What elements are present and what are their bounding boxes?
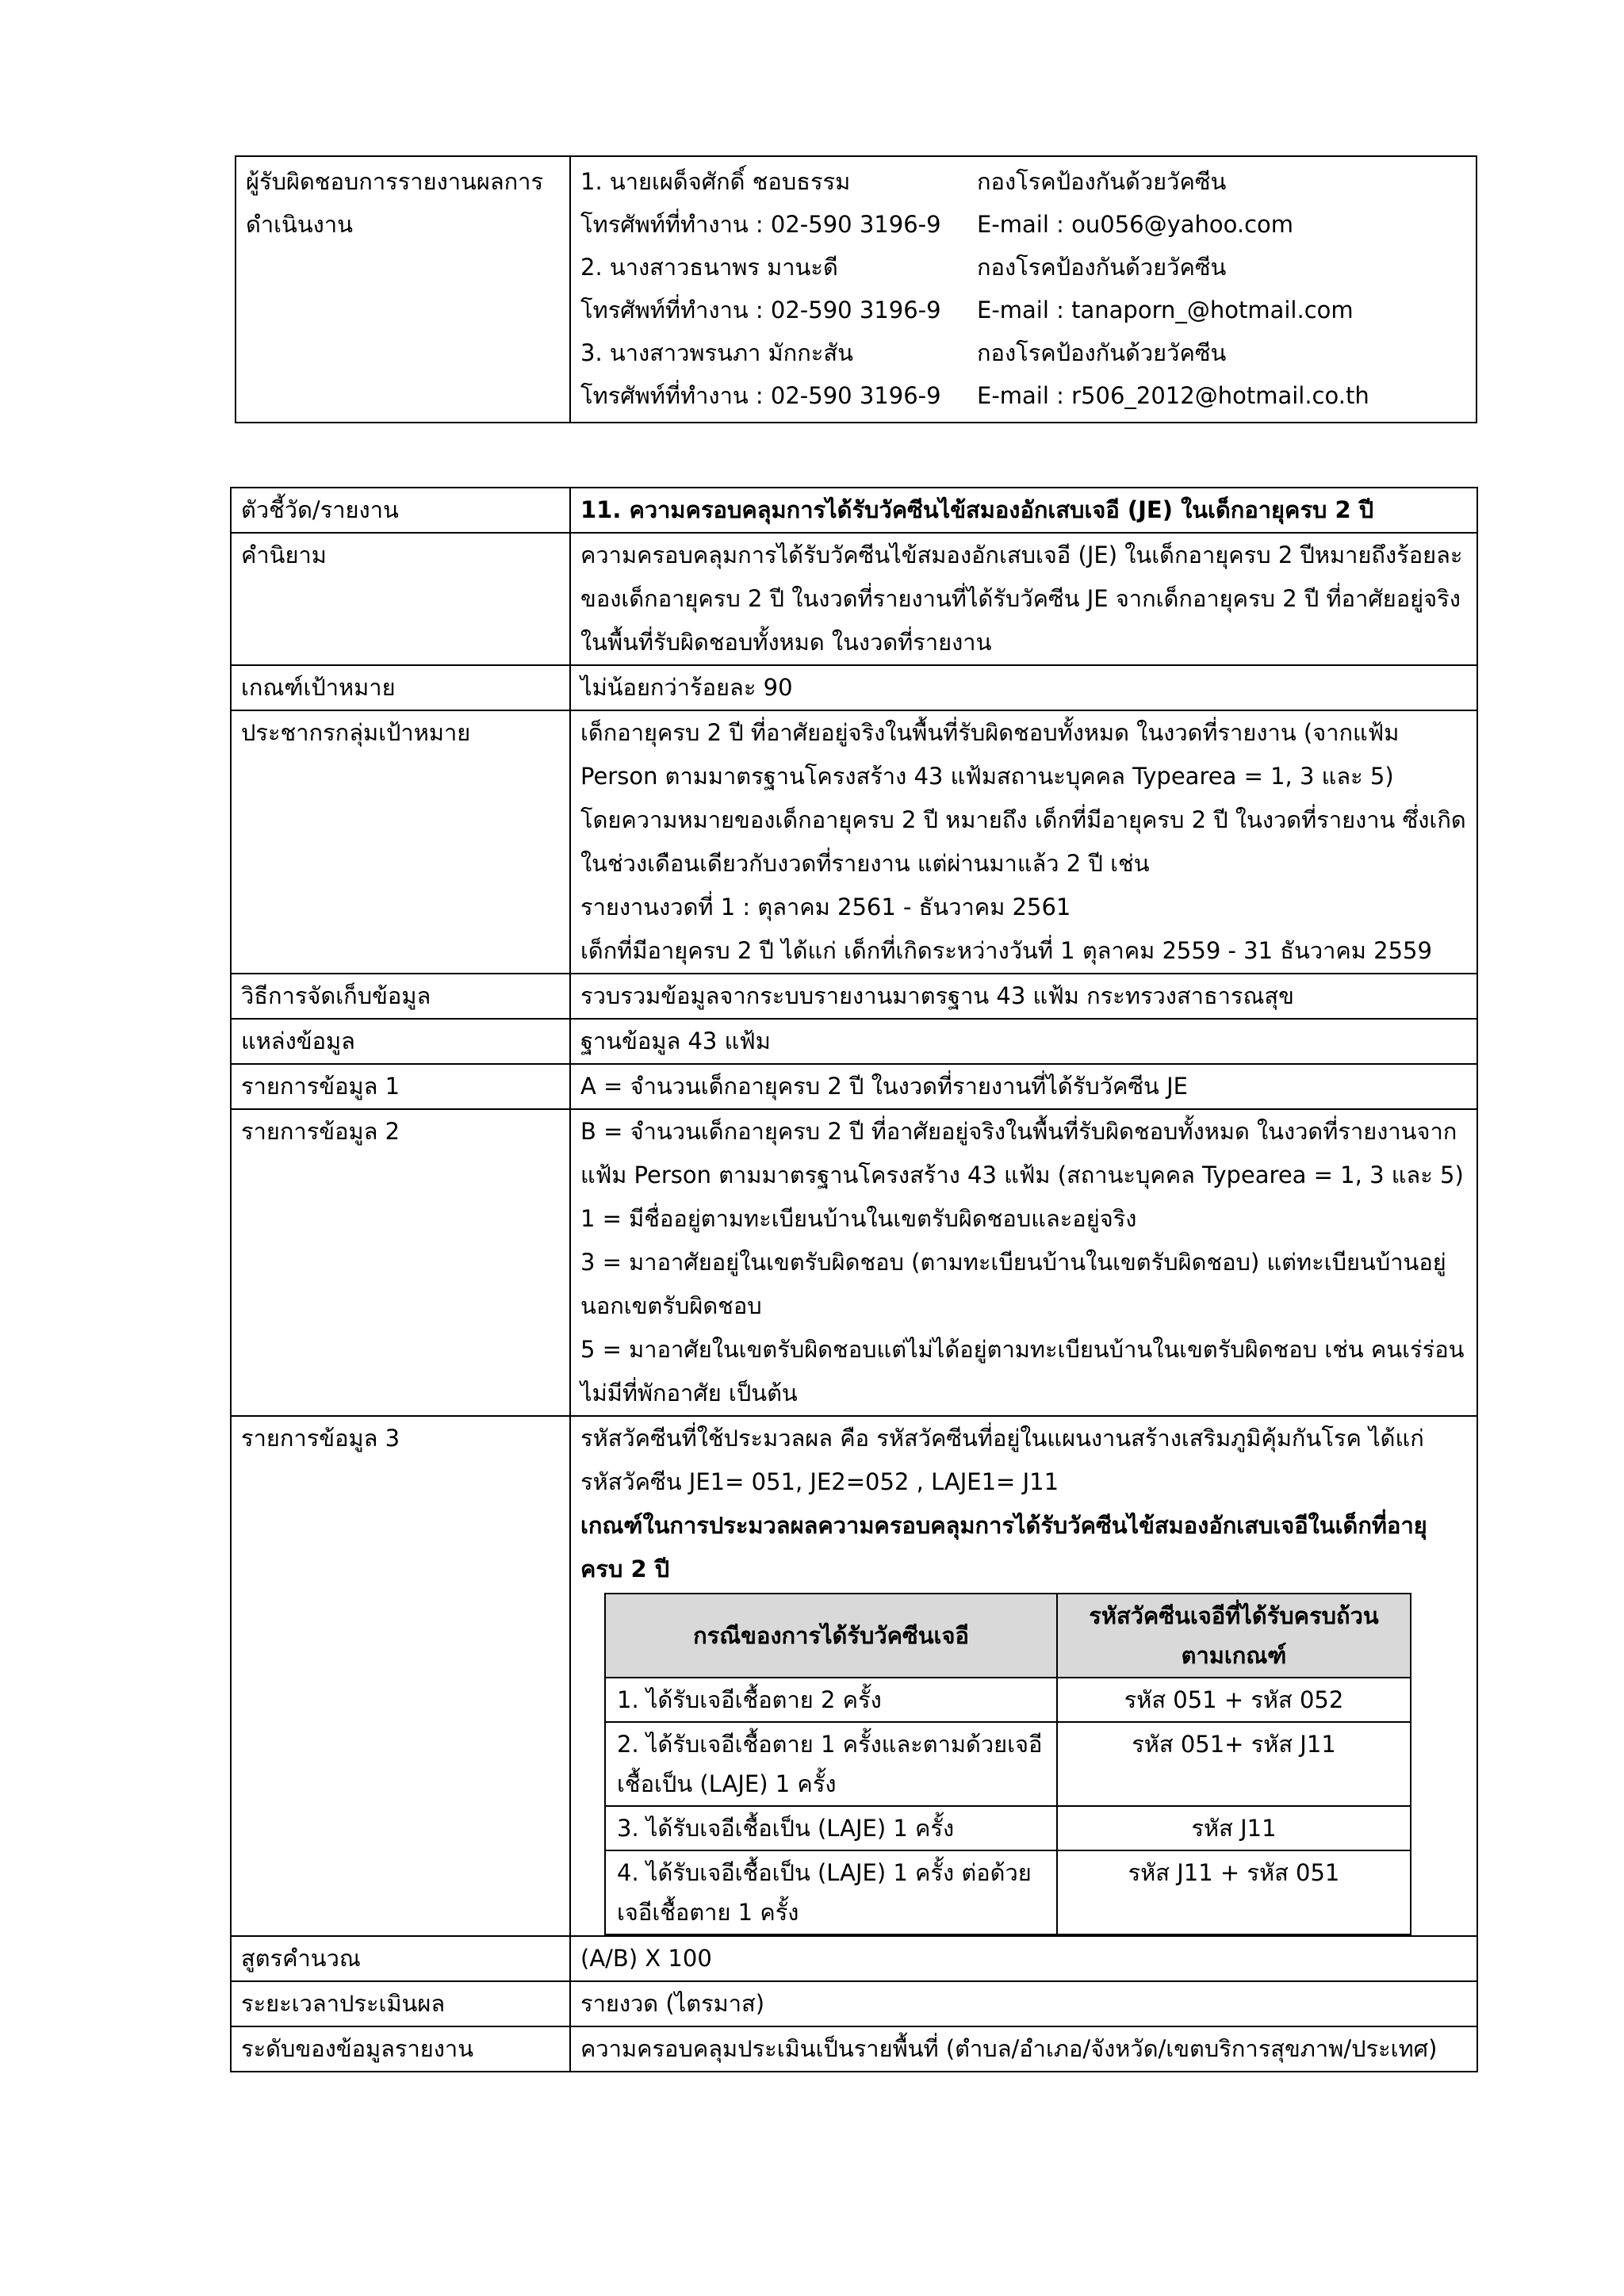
- period-value: รายงวด (ไตรมาส): [570, 1981, 1477, 2026]
- indicator-label: ตัวชี้วัด/รายงาน: [231, 488, 570, 533]
- contact-phone-1: โทรศัพท์ที่ทำงาน : 02-590 3196-9: [580, 211, 941, 238]
- definition-value: ความครอบคลุมการได้รับวัคซีนไข้สมองอักเสบเจอี (JE) ในเด็กอายุครบ 2 ปีหมายถึงร้อยละของเด็กอายุครบ 2 ปี ในงวดที่รายงานที่ได้รับวัคซีน JE จากเด็กอายุครบ 2 ปี ที่อาศัยอยู่จริงในพื้นที่รับผิดชอบทั้งหมด ในงวดที่รายงาน: [570, 533, 1477, 665]
- criteria-code: รหัส J11 + รหัส 051: [1057, 1850, 1411, 1934]
- population-row: [231, 710, 1477, 974]
- population-paragraph: เด็กที่มีอายุครบ 2 ปี ได้แก่ เด็กที่เกิดระหว่างวันที่ 1 ตุลาคม 2559 - 31 ธันวาคม 2559: [580, 937, 1432, 964]
- criteria-row: [605, 1722, 1411, 1806]
- population-value: [570, 710, 1477, 974]
- criteria-header-row: [605, 1594, 1411, 1678]
- criteria-row: [605, 1678, 1411, 1722]
- contact-line: [580, 289, 1466, 331]
- indicator-table: [230, 487, 1478, 2072]
- item2-label: รายการข้อมูล 2: [231, 1109, 570, 1416]
- period-label: ระยะเวลาประเมินผล: [231, 1981, 570, 2026]
- formula-row: [231, 1936, 1477, 1981]
- item3-value: [570, 1416, 1477, 1936]
- indicator-row: [231, 488, 1477, 533]
- target-label: เกณฑ์เป้าหมาย: [231, 665, 570, 710]
- item2-paragraph: 1 = มีชื่ออยู่ตามทะเบียนบ้านในเขตรับผิดชอบและอยู่จริง: [580, 1205, 1137, 1232]
- contact-email-3: E-mail : r506_2012@hotmail.co.th: [977, 382, 1369, 409]
- collection-label: วิธีการจัดเก็บข้อมูล: [231, 974, 570, 1019]
- contact-line: [580, 374, 1466, 417]
- item2-paragraph: 3 = มาอาศัยอยู่ในเขตรับผิดชอบ (ตามทะเบียนบ้านในเขตรับผิดชอบ) แต่ทะเบียนบ้านอยู่นอกเขตรับผิดชอบ: [580, 1249, 1446, 1319]
- item1-label: รายการข้อมูล 1: [231, 1064, 570, 1109]
- item3-intro: รหัสวัคซีนที่ใช้ประมวลผล คือ รหัสวัคซีนที่อยู่ในแผนงานสร้างเสริมภูมิคุ้มกันโรค ได้แก่ รหัสวัคซีน JE1= 051, JE2=052 , LAJE1= J11: [580, 1425, 1424, 1495]
- source-value: ฐานข้อมูล 43 แฟ้ม: [570, 1019, 1477, 1064]
- item2-row: [231, 1109, 1477, 1416]
- collection-row: [231, 974, 1477, 1019]
- criteria-case: 1. ได้รับเจอีเชื้อตาย 2 ครั้ง: [605, 1678, 1057, 1722]
- source-row: [231, 1019, 1477, 1064]
- contact-line: [580, 246, 1466, 289]
- contact-phone-3: โทรศัพท์ที่ทำงาน : 02-590 3196-9: [580, 382, 941, 409]
- level-value: ความครอบคลุมประเมินเป็นรายพื้นที่ (ตำบล/อำเภอ/จังหวัด/เขตบริการสุขภาพ/ประเทศ): [570, 2026, 1477, 2072]
- target-row: [231, 665, 1477, 710]
- contact-org-3: กองโรคป้องกันด้วยวัคซีน: [977, 339, 1227, 366]
- item2-paragraph: 5 = มาอาศัยในเขตรับผิดชอบแต่ไม่ได้อยู่ตามทะเบียนบ้านในเขตรับผิดชอบ เช่น คนเร่ร่อน ไม่มีที่พักอาศัย เป็นต้น: [580, 1336, 1465, 1406]
- contact-name-3: 3. นางสาวพรนภา มักกะสัน: [580, 339, 853, 366]
- criteria-code: รหัส J11: [1057, 1806, 1411, 1850]
- item3-row: [231, 1416, 1477, 1936]
- population-paragraph: เด็กอายุครบ 2 ปี ที่อาศัยอยู่จริงในพื้นที่รับผิดชอบทั้งหมด ในงวดที่รายงาน (จากแฟ้ม Person ตามมาตรฐานโครงสร้าง 43 แฟ้มสถานะบุคคล Typearea = 1, 3 และ 5): [580, 719, 1400, 790]
- criteria-header-code: รหัสวัคซีนเจอีที่ได้รับครบถ้วนตามเกณฑ์: [1057, 1594, 1411, 1678]
- formula-value: (A/B) X 100: [570, 1936, 1477, 1981]
- definition-row: [231, 533, 1477, 665]
- contact-name-1: 1. นายเผด็จศักดิ์ ชอบธรรม: [580, 168, 851, 195]
- level-label: ระดับของข้อมูลรายงาน: [231, 2026, 570, 2072]
- contact-email-2: E-mail : tanaporn_@hotmail.com: [977, 297, 1354, 323]
- criteria-case: 2. ได้รับเจอีเชื้อตาย 1 ครั้งและตามด้วยเจอีเชื้อเป็น (LAJE) 1 ครั้ง: [605, 1722, 1057, 1806]
- criteria-table: [604, 1593, 1411, 1935]
- item3-label: รายการข้อมูล 3: [231, 1416, 570, 1936]
- contact-phone-2: โทรศัพท์ที่ทำงาน : 02-590 3196-9: [580, 297, 941, 323]
- contact-name-2: 2. นางสาวธนาพร มานะดี: [580, 254, 838, 281]
- criteria-header-case: กรณีของการได้รับวัคซีนเจอี: [605, 1594, 1057, 1678]
- item1-row: [231, 1064, 1477, 1109]
- contact-email-1: E-mail : ou056@yahoo.com: [977, 211, 1294, 238]
- target-value: ไม่น้อยกว่าร้อยละ 90: [570, 665, 1477, 710]
- population-label: ประชากรกลุ่มเป้าหมาย: [231, 710, 570, 974]
- contact-org-2: กองโรคป้องกันด้วยวัคซีน: [977, 254, 1227, 281]
- definition-label: คำนิยาม: [231, 533, 570, 665]
- criteria-row: [605, 1806, 1411, 1850]
- criteria-code: รหัส 051 + รหัส 052: [1057, 1678, 1411, 1722]
- responsible-table: [235, 155, 1477, 423]
- contact-line: [580, 160, 1466, 203]
- indicator-title: 11. ความครอบคลุมการได้รับวัคซีนไข้สมองอักเสบเจอี (JE) ในเด็กอายุครบ 2 ปี: [570, 488, 1477, 533]
- item1-value: A = จำนวนเด็กอายุครบ 2 ปี ในงวดที่รายงานที่ได้รับวัคซีน JE: [570, 1064, 1477, 1109]
- collection-value: รวบรวมข้อมูลจากระบบรายงานมาตรฐาน 43 แฟ้ม กระทรวงสาธารณสุข: [570, 974, 1477, 1019]
- responsible-row: [236, 156, 1477, 423]
- item2-value: [570, 1109, 1477, 1416]
- formula-label: สูตรคำนวณ: [231, 1936, 570, 1981]
- criteria-heading: เกณฑ์ในการประมวลผลความครอบคลุมการได้รับวัคซีนไข้สมองอักเสบเจอีในเด็กที่อายุครบ 2 ปี: [580, 1512, 1427, 1582]
- source-label: แหล่งข้อมูล: [231, 1019, 570, 1064]
- item2-paragraph: B = จำนวนเด็กอายุครบ 2 ปี ที่อาศัยอยู่จริงในพื้นที่รับผิดชอบทั้งหมด ในงวดที่รายงานจากแฟ้ม Person ตามมาตรฐานโครงสร้าง 43 แฟ้ม (สถานะบุคคล Typearea = 1, 3 และ 5): [580, 1118, 1464, 1188]
- period-row: [231, 1981, 1477, 2026]
- criteria-code: รหัส 051+ รหัส J11: [1057, 1722, 1411, 1806]
- population-paragraph: โดยความหมายของเด็กอายุครบ 2 ปี หมายถึง เด็กที่มีอายุครบ 2 ปี ในงวดที่รายงาน ซึ่งเกิดในช่วงเดือนเดียวกับงวดที่รายงาน แต่ผ่านมาแล้ว 2 ปี เช่น: [580, 806, 1466, 877]
- responsible-label: ผู้รับผิดชอบการรายงานผลการดำเนินงาน: [236, 156, 570, 423]
- contact-org-1: กองโรคป้องกันด้วยวัคซีน: [977, 168, 1227, 195]
- criteria-case: 4. ได้รับเจอีเชื้อเป็น (LAJE) 1 ครั้ง ต่อด้วยเจอีเชื้อตาย 1 ครั้ง: [605, 1850, 1057, 1934]
- criteria-row: [605, 1850, 1411, 1934]
- contact-line: [580, 203, 1466, 246]
- level-row: [231, 2026, 1477, 2072]
- population-paragraph: รายงานงวดที่ 1 : ตุลาคม 2561 - ธันวาคม 2561: [580, 894, 1071, 920]
- criteria-case: 3. ได้รับเจอีเชื้อเป็น (LAJE) 1 ครั้ง: [605, 1806, 1057, 1850]
- contact-line: [580, 331, 1466, 374]
- responsible-contacts: [570, 156, 1477, 423]
